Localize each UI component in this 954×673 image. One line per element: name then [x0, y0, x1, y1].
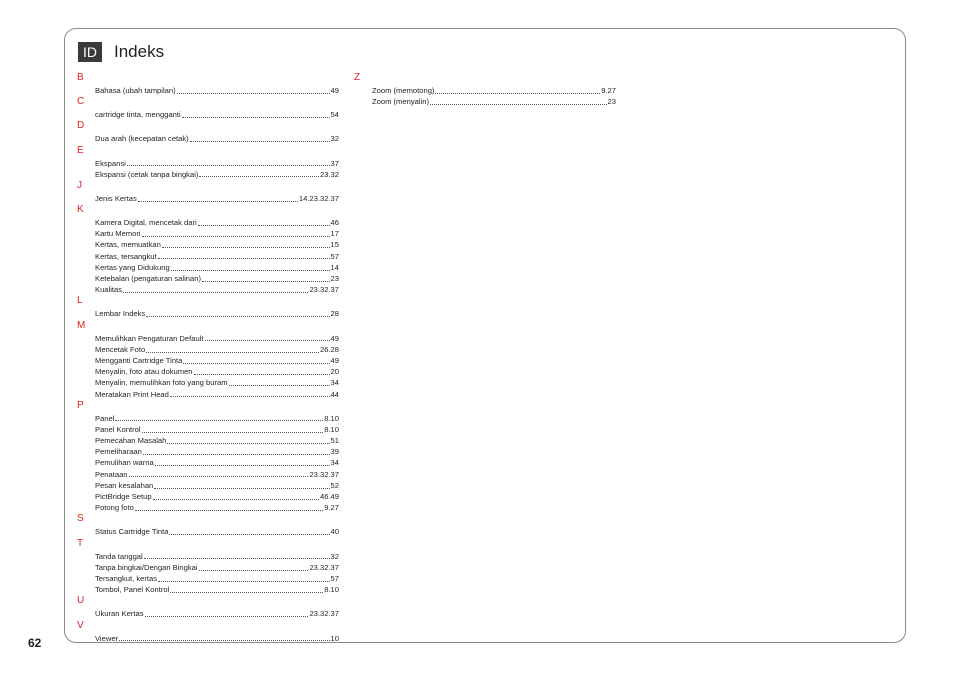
index-entry-term: Bahasa (ubah tampilan): [95, 85, 176, 95]
index-entry-page: 39: [330, 447, 339, 457]
index-entry-page: 9.27: [324, 503, 339, 513]
dot-leader: [158, 580, 330, 582]
index-entries: [77, 193, 339, 204]
dot-leader: [205, 339, 330, 341]
dot-leader: [123, 291, 308, 293]
index-letter: B: [77, 72, 84, 83]
index-letter: U: [77, 595, 85, 607]
index-group: [77, 595, 339, 619]
dot-leader: [190, 140, 330, 142]
index-entry-term: Ekspansi (cetak tanpa bingkai): [95, 169, 199, 179]
index-entry-page: 52: [330, 480, 339, 490]
index-entry: [95, 333, 339, 344]
index-entry-term: Penataan: [95, 469, 128, 479]
index-entry-term: Jenis Kertas: [95, 193, 137, 203]
index-letter: D: [77, 120, 85, 132]
page-title: Indeks: [114, 42, 165, 61]
dot-leader: [167, 442, 329, 444]
index-entry-page: 32: [330, 134, 339, 144]
index-entry: [95, 491, 339, 502]
page-number: 62: [28, 636, 42, 650]
index-entry-term: Kertas, memuatkan: [95, 240, 161, 250]
index-letter: K: [77, 204, 84, 216]
index-group: [77, 120, 339, 144]
index-group: [354, 72, 616, 107]
index-entry-term: Kertas, tersangkut: [95, 251, 157, 261]
dot-leader: [169, 533, 329, 535]
dot-leader: [154, 487, 329, 489]
dot-leader: [142, 431, 324, 433]
index-entry-page: 23: [607, 97, 616, 107]
index-entry-page: 49: [330, 333, 339, 343]
index-entry-page: 23.32.37: [309, 609, 339, 619]
index-entry: [95, 377, 339, 388]
index-letter: M: [77, 319, 86, 331]
index-entries: [354, 85, 616, 107]
index-entries: [77, 608, 339, 619]
index-entry-term: Memulihkan Pengaturan Default: [95, 333, 204, 343]
index-entry: [95, 169, 339, 180]
dot-leader: [129, 475, 309, 477]
index-letter: J: [77, 179, 82, 191]
index-entries: [77, 413, 339, 514]
dot-leader: [146, 315, 329, 317]
index-entry: [95, 355, 339, 366]
index-entry: [95, 344, 339, 355]
dot-leader: [143, 453, 330, 455]
index-entry: [372, 85, 616, 96]
index-entry-page: 9.27: [601, 85, 616, 95]
index-entry-term: Tanpa bingkai/Dengan Bingkai: [95, 562, 198, 572]
index-entry-page: 14: [330, 262, 339, 272]
dot-leader: [171, 269, 330, 271]
index-entry-page: 46: [330, 218, 339, 228]
dot-leader: [155, 464, 330, 466]
dot-leader: [153, 498, 319, 500]
index-entry-term: Pemeliharaan: [95, 447, 142, 457]
index-entry-page: 32: [330, 551, 339, 561]
index-entries: [77, 526, 339, 537]
index-letter: P: [77, 399, 84, 411]
dot-leader: [138, 200, 298, 202]
index-entries: [77, 308, 339, 319]
dot-leader: [170, 395, 330, 397]
index-entry: [95, 389, 339, 400]
index-entry-page: 17: [330, 229, 339, 239]
index-letter: E: [77, 144, 84, 156]
language-tab: ID: [78, 42, 102, 62]
dot-leader: [144, 557, 330, 559]
index-entries: [77, 133, 339, 144]
index-entry: [95, 193, 339, 204]
index-entry-page: 51: [330, 436, 339, 446]
index-entry-page: 8.10: [324, 585, 339, 595]
index-entry-page: 23.32.37: [309, 285, 339, 295]
dot-leader: [127, 164, 330, 166]
index-entry: [95, 85, 339, 96]
index-entries: [77, 551, 339, 596]
index-entry: [95, 308, 339, 319]
dot-leader: [158, 257, 330, 259]
dot-leader: [430, 103, 607, 105]
index-entry: [95, 228, 339, 239]
index-entry: [95, 217, 339, 228]
index-entry-page: 10: [330, 633, 339, 643]
dot-leader: [183, 362, 329, 364]
index-entry: [95, 480, 339, 491]
index-entry-page: 23.32.37: [309, 562, 339, 572]
index-entry: [95, 251, 339, 262]
index-entry-term: Panel Kontrol: [95, 424, 141, 434]
index-entry: [95, 551, 339, 562]
index-entry: [95, 458, 339, 469]
index-entry-term: Dua arah (kecepatan cetak): [95, 134, 189, 144]
index-entry-term: Pemecahan Masalah: [95, 436, 167, 446]
index-entry-term: Zoom (memotong): [372, 85, 435, 95]
index-entry: [95, 469, 339, 480]
index-entry: [95, 562, 339, 573]
dot-leader: [177, 92, 330, 94]
dot-leader: [146, 351, 319, 353]
index-entry-page: 37: [330, 158, 339, 168]
index-entry-page: 20: [330, 367, 339, 377]
index-entry-page: 23.32.37: [309, 469, 339, 479]
index-letter: S: [77, 513, 84, 525]
index-entries: [77, 158, 339, 180]
dot-leader: [198, 224, 330, 226]
index-entry-term: Status Cartridge Tinta: [95, 527, 169, 537]
index-entry-term: PictBridge Setup: [95, 492, 152, 502]
index-group: [77, 145, 339, 180]
index-entry-term: Tersangkut, kertas: [95, 573, 158, 583]
index-entry: [95, 240, 339, 251]
index-entry-term: Pemulihan warna: [95, 458, 154, 468]
index-group: [77, 72, 339, 96]
index-entry-term: Mencetak Foto: [95, 344, 146, 354]
index-entry-page: 46.49: [319, 492, 339, 502]
index-letter: L: [77, 295, 83, 307]
index-header: [78, 41, 164, 63]
index-entries: [77, 633, 339, 644]
index-entry-page: 26.28: [319, 344, 339, 354]
dot-leader: [119, 639, 329, 641]
index-entry: [372, 96, 616, 107]
index-letter: C: [77, 96, 85, 108]
index-entry: [95, 262, 339, 273]
index-entry-term: cartridge tinta, mengganti: [95, 110, 181, 120]
dot-leader: [170, 591, 323, 593]
index-entry-page: 34: [330, 378, 339, 388]
index-entry-page: 23.32: [319, 169, 339, 179]
index-entry-page: 40: [330, 527, 339, 537]
index-entry-page: 34: [330, 458, 339, 468]
index-group: [77, 513, 339, 537]
index-entry-term: Tombol, Panel Kontrol: [95, 585, 170, 595]
index-entry-page: 44: [330, 389, 339, 399]
dot-leader: [435, 92, 600, 94]
index-entry-page: 14.23.32.37: [298, 193, 339, 203]
index-entry-term: Pesan kesalahan: [95, 480, 154, 490]
index-group: [77, 538, 339, 596]
index-letter: Z: [354, 72, 361, 83]
index-column-right: [354, 72, 616, 107]
index-entry: [95, 608, 339, 619]
index-entries: [77, 217, 339, 295]
index-entry-term: Kualitas: [95, 285, 123, 295]
dot-leader: [115, 419, 323, 421]
dot-leader: [182, 116, 330, 118]
index-entry-page: 8.10: [324, 413, 339, 423]
index-entries: [77, 333, 339, 400]
index-entry-term: Lembar Indeks: [95, 309, 146, 319]
index-entry: [95, 573, 339, 584]
index-entry-term: Tanda tanggal: [95, 551, 143, 561]
index-group: [77, 295, 339, 319]
index-entry: [95, 133, 339, 144]
index-entry: [95, 435, 339, 446]
index-entry-page: 8.10: [324, 424, 339, 434]
index-entry-page: 49: [330, 355, 339, 365]
index-entry-term: Kartu Memori: [95, 229, 141, 239]
dot-leader: [202, 280, 330, 282]
index-entry: [95, 158, 339, 169]
index-entry-term: Kertas yang Didukung: [95, 262, 170, 272]
index-group: [77, 620, 339, 644]
index-entry-page: 28: [330, 309, 339, 319]
index-entry-term: Kamera Digital, mencetak dari: [95, 218, 197, 228]
index-letter: T: [77, 537, 84, 549]
index-entry-page: 23: [330, 274, 339, 284]
index-entry-term: Meratakan Print Head: [95, 389, 169, 399]
dot-leader: [194, 373, 330, 375]
index-entry-term: Menyalin, memulihkan foto yang buram: [95, 378, 228, 388]
index-entry: [95, 284, 339, 295]
index-entry-term: Potong foto: [95, 503, 134, 513]
index-group: [77, 320, 339, 400]
index-group: [77, 96, 339, 120]
dot-leader: [135, 509, 323, 511]
index-column-left: [77, 72, 339, 644]
dot-leader: [229, 384, 330, 386]
index-entry: [95, 526, 339, 537]
index-entry: [95, 502, 339, 513]
index-entry: [95, 584, 339, 595]
index-group: [77, 204, 339, 295]
index-entry-page: 57: [330, 251, 339, 261]
index-entry-page: 54: [330, 110, 339, 120]
index-entry-term: Menyalin, foto atau dokumen: [95, 367, 193, 377]
index-entries: [77, 85, 339, 96]
index-entry-term: Ukuran Kertas: [95, 609, 144, 619]
index-entry: [95, 413, 339, 424]
index-entry: [95, 424, 339, 435]
index-entry-term: Zoom (menyalin): [372, 97, 429, 107]
index-entry-term: Panel: [95, 413, 115, 423]
index-entry: [95, 366, 339, 377]
index-entry: [95, 446, 339, 457]
index-entries: [77, 109, 339, 120]
dot-leader: [145, 615, 309, 617]
index-group: [77, 400, 339, 514]
dot-leader: [199, 569, 309, 571]
dot-leader: [199, 175, 319, 177]
index-entry-term: Mengganti Cartridge Tinta: [95, 355, 183, 365]
index-entry-page: 57: [330, 573, 339, 583]
dot-leader: [162, 246, 330, 248]
index-entry-term: Ekspansi: [95, 158, 126, 168]
dot-leader: [142, 235, 330, 237]
index-group: [77, 180, 339, 204]
index-entry-page: 15: [330, 240, 339, 250]
index-entry-term: Viewer: [95, 633, 119, 643]
index-entry-page: 49: [330, 85, 339, 95]
index-entry: [95, 109, 339, 120]
index-entry: [95, 273, 339, 284]
index-entry: [95, 633, 339, 644]
index-letter: V: [77, 619, 84, 631]
index-entry-term: Ketebalan (pengaturan salinan): [95, 274, 201, 284]
